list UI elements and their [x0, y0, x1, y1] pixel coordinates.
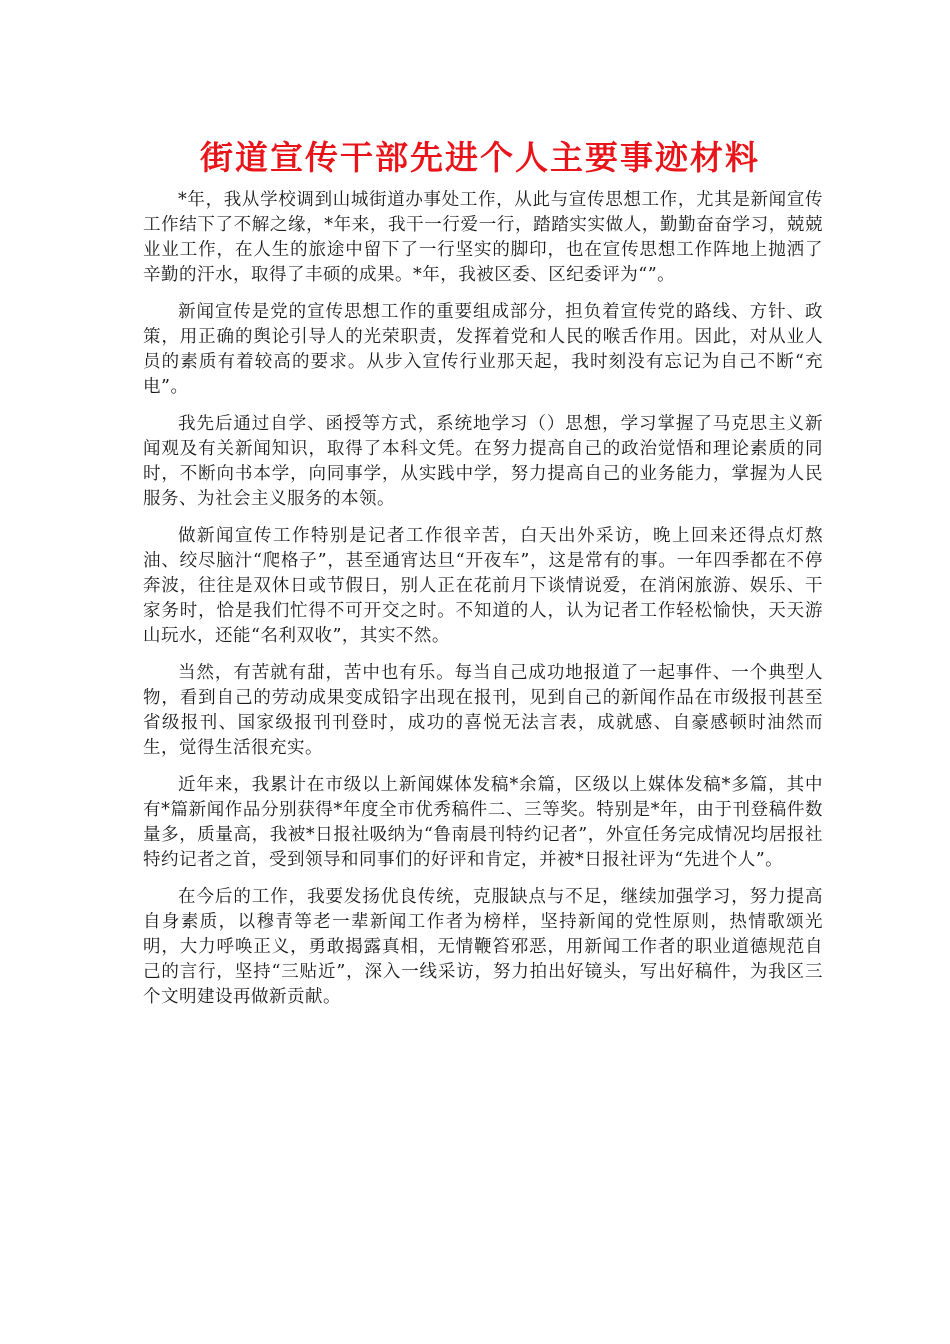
paragraph-2: 新闻宣传是党的宣传思想工作的重要组成部分，担负着宣传党的路线、方针、政策，用正确的舆论引导人的光荣职责，发挥着党和人民的喉舌作用。因此，对从业人员的素质有着较高的要求。从步入宣传行业那天起，我时刻没有忘记为自己不断“充电”。	[143, 302, 823, 397]
paragraph-4: 做新闻宣传工作特别是记者工作很辛苦，白天出外采访，晚上回来还得点灯熬油、绞尽脑汁“爬格子”，甚至通宵达旦“开夜车”，这是常有的事。一年四季都在不停奔波，往往是双休日或节假日，别人正在花前月下谈情说爱，在消闲旅游、娱乐、干家务时，恰是我们忙得不可开交之时。不知道的人，认为记者工作轻松愉快，天天游山玩水，还能“名利双收”，其实不然。	[143, 526, 823, 646]
document-title: 街道宣传干部先进个人主要事迹材料	[200, 138, 760, 177]
paragraph-7: 在今后的工作，我要发扬优良传统，克服缺点与不足，继续加强学习，努力提高自身素质，以穆青等老一辈新闻工作者为榜样，坚持新闻的党性原则，热情歌颂光明，大力呼唤正义，勇敢揭露真相，无情鞭笞邪恶，用新闻工作者的职业道德规范自己的言行，坚持“三贴近”，深入一线采访，努力拍出好镜头，写出好稿件，为我区三个文明建设再做新贡献。	[143, 887, 823, 1007]
paragraph-5: 当然，有苦就有甜，苦中也有乐。每当自己成功地报道了一起事件、一个典型人物，看到自己的劳动成果变成铅字出现在报刊，见到自己的新闻作品在市级报刊甚至省级报刊、国家级报刊刊登时，成功的喜悦无法言表，成就感、自豪感顿时油然而生，觉得生活很充实。	[143, 663, 823, 758]
document-body	[143, 188, 823, 1022]
paragraph-1: *年，我从学校调到山城街道办事处工作，从此与宣传思想工作，尤其是新闻宣传工作结下了不解之缘，*年来，我干一行爱一行，踏踏实实做人，勤勤奋奋学习，兢兢业业工作，在人生的旅途中留下了一行坚实的脚印，也在宣传思想工作阵地上抛洒了辛勤的汗水，取得了丰硕的成果。*年，我被区委、区纪委评为“”。	[143, 190, 823, 285]
paragraph-3: 我先后通过自学、函授等方式，系统地学习（）思想，学习掌握了马克思主义新闻观及有关新闻知识，取得了本科文凭。在努力提高自己的政治觉悟和理论素质的同时，不断向书本学，向同事学，从实践中学，努力提高自己的业务能力，掌握为人民服务、为社会主义服务的本领。	[143, 414, 823, 509]
paragraph-6: 近年来，我累计在市级以上新闻媒体发稿*余篇，区级以上媒体发稿*多篇，其中有*篇新闻作品分别获得*年度全市优秀稿件二、三等奖。特别是*年，由于刊登稿件数量多，质量高，我被*日报社吸纳为“鲁南晨刊特约记者”，外宣任务完成情况均居报社特约记者之首，受到领导和同事们的好评和肯定，并被*日报社评为“先进个人”。	[143, 775, 823, 870]
